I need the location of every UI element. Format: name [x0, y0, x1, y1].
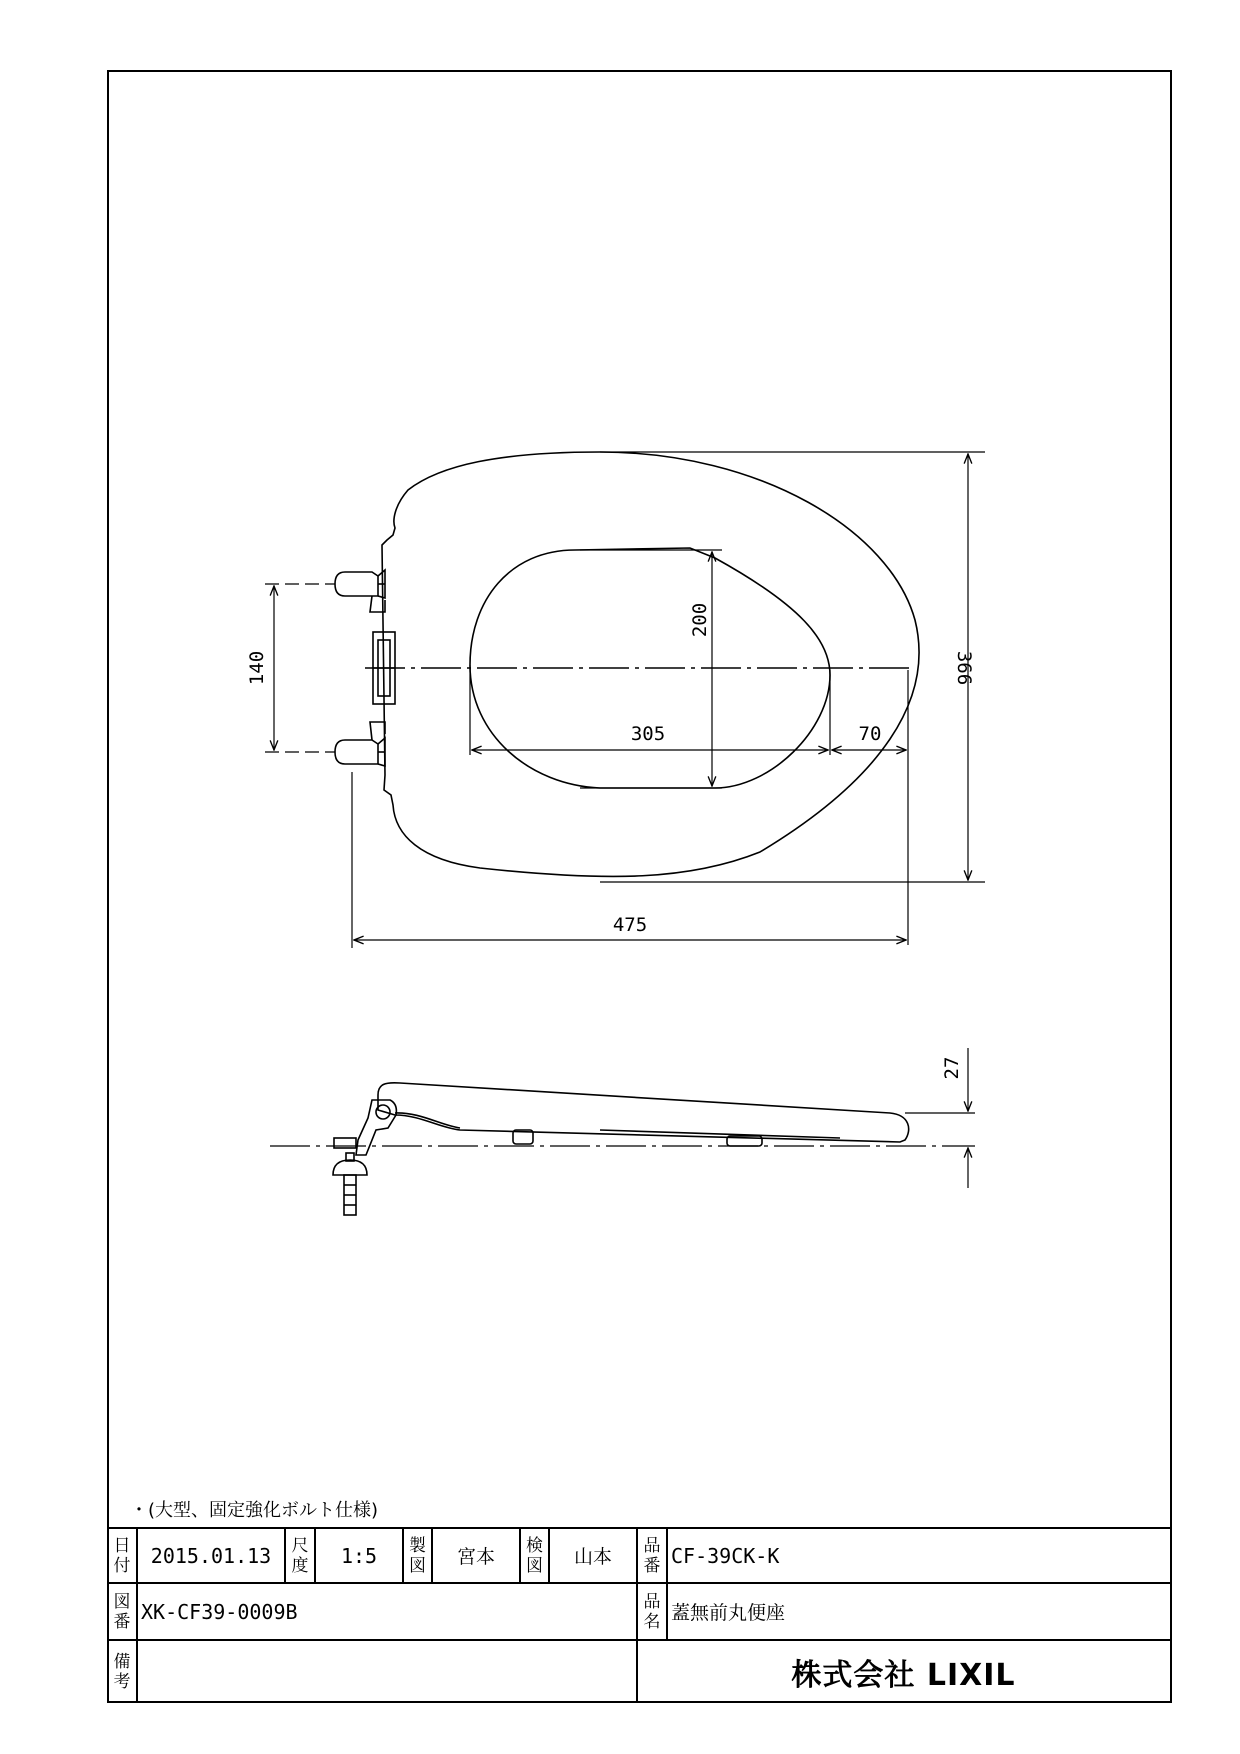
drawing-no-label: 図 番	[113, 1591, 131, 1632]
part-name: 蓋無前丸便座	[671, 1602, 786, 1624]
dim-opening-width: 200	[689, 602, 711, 638]
drawn-label: 製 図	[409, 1535, 426, 1576]
remarks-value	[137, 1640, 637, 1703]
checked-by: 山本	[573, 1546, 612, 1568]
dim-seat-thickness: 27	[941, 1056, 963, 1080]
dim-hinge-pitch: 140	[246, 650, 268, 686]
scale-label: 尺 度	[291, 1535, 309, 1576]
dim-front-rim: 70	[858, 723, 882, 745]
dim-seat-width: 366	[953, 650, 975, 686]
company-logo: 株式会社 LIXIL	[791, 1657, 1016, 1693]
scale-value: 1:5	[340, 1543, 378, 1568]
part-no-label: 品 番	[643, 1535, 661, 1576]
remarks-label: 備 考	[113, 1651, 131, 1692]
part-name-label: 品 名	[643, 1591, 661, 1632]
drawing-number: XK-CF39-0009B	[141, 1599, 298, 1624]
spec-note: ・(大型、固定強化ボルト仕様)	[130, 1500, 379, 1521]
date-label: 日 付	[113, 1535, 131, 1576]
dim-opening-length: 305	[630, 723, 666, 745]
drawn-by: 宮本	[456, 1546, 495, 1568]
title-block	[107, 1528, 1172, 1703]
part-number: CF-39CK-K	[671, 1543, 780, 1568]
date-value: 2015.01.13	[150, 1543, 272, 1568]
checked-label: 検 図	[526, 1535, 543, 1576]
dim-seat-length: 475	[612, 914, 648, 936]
